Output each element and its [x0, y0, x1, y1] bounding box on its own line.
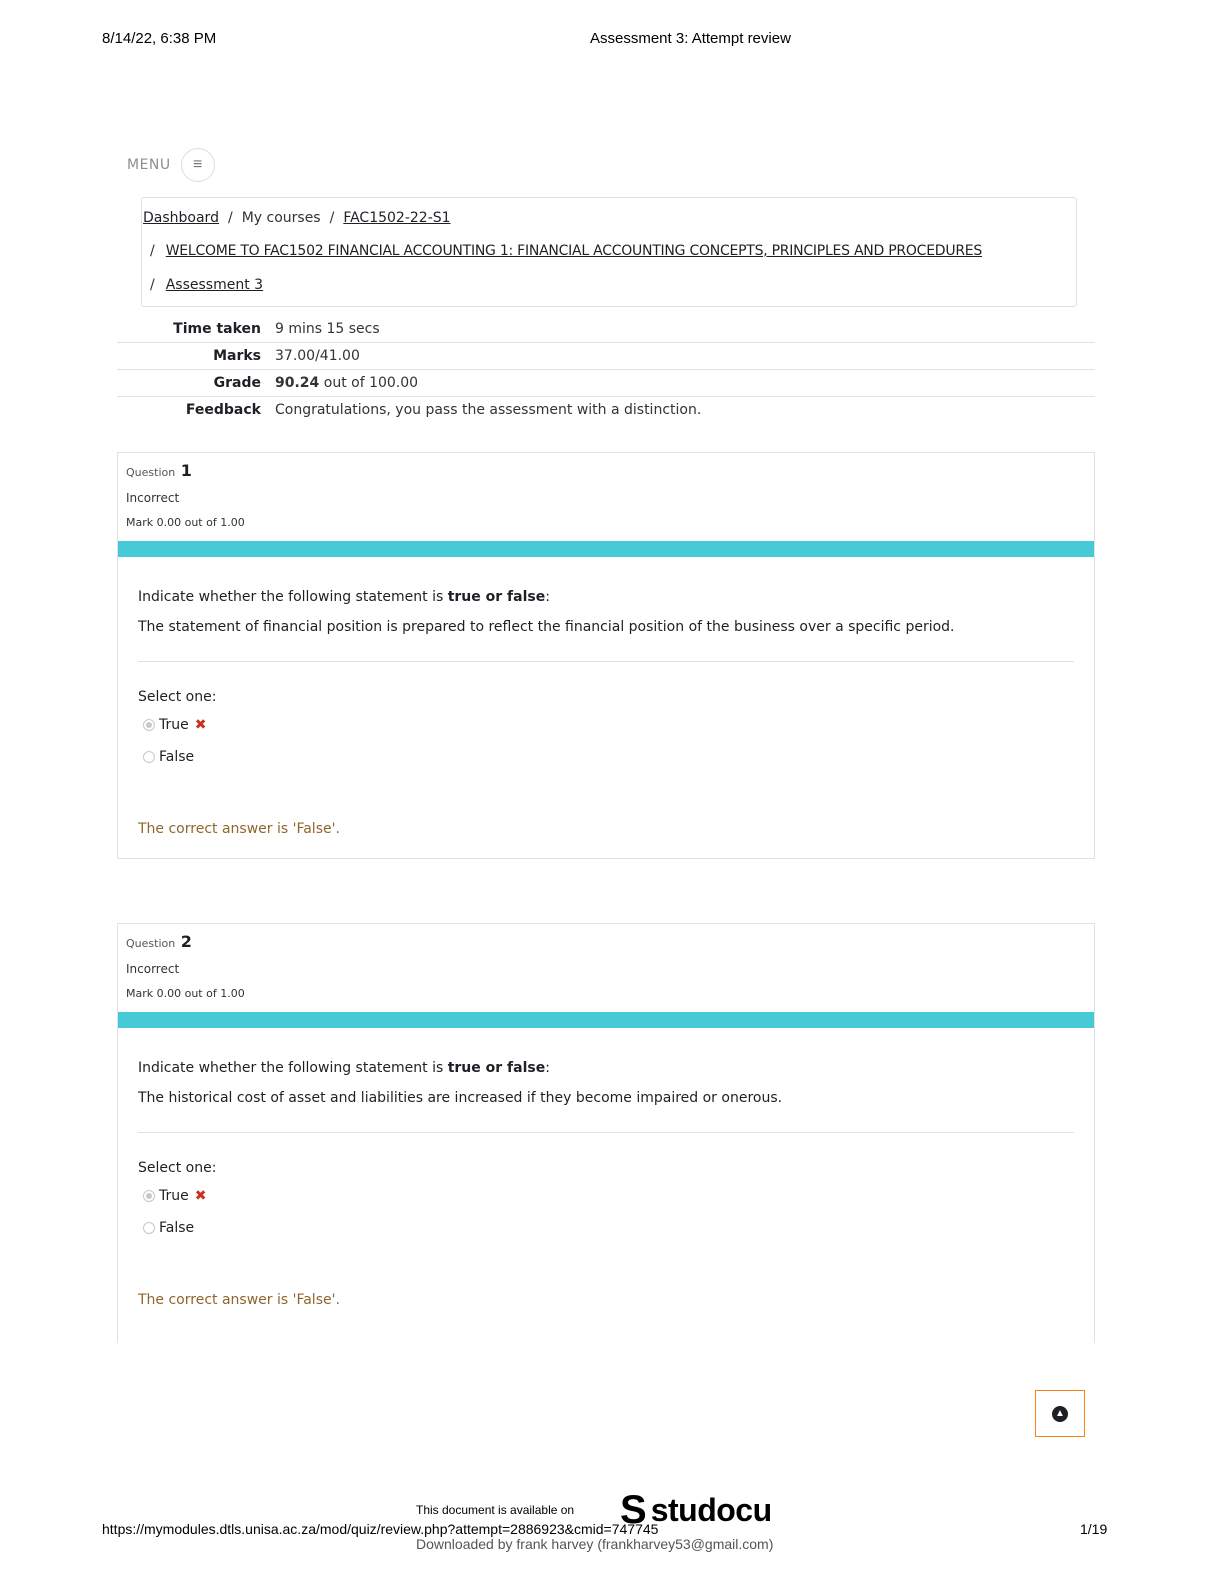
- summary-row-grade: [117, 370, 1095, 397]
- incorrect-x-icon: ✖: [194, 717, 207, 733]
- question-prompt: [138, 589, 550, 605]
- radio-button[interactable]: [143, 1222, 155, 1234]
- question-number-value: 2: [180, 932, 192, 951]
- question-2: [117, 923, 1095, 1343]
- breadcrumb-separator: /: [150, 243, 155, 259]
- menu-toggle[interactable]: [127, 148, 215, 182]
- grade-out-of: out of 100.00: [323, 375, 419, 391]
- prompt-suffix: :: [545, 589, 550, 605]
- time-taken-value: 9 mins 15 secs: [275, 321, 380, 337]
- feedback-value: Congratulations, you pass the assessment with a distinction.: [275, 402, 702, 418]
- time-taken-label: Time taken: [173, 321, 261, 337]
- question-statement: The historical cost of asset and liabilities are increased if they become impaired or onerous.: [138, 1090, 783, 1106]
- breadcrumb: [141, 197, 1077, 307]
- question-statement: The statement of financial position is prepared to reflect the financial position of the business over a specific period.: [138, 619, 955, 635]
- question-number: [126, 461, 192, 480]
- studocu-s-icon: S: [620, 1488, 647, 1532]
- incorrect-x-icon: ✖: [194, 1188, 207, 1204]
- summary-row-time: [117, 316, 1095, 343]
- question-content: [118, 1028, 1094, 1328]
- hamburger-icon[interactable]: ≡: [181, 148, 215, 182]
- footer-downloaded-by: Downloaded by frank harvey (frankharvey53@gmail.com): [416, 1536, 774, 1552]
- footer-available-text: This document is available on: [416, 1503, 575, 1517]
- question-info: [118, 924, 1094, 1012]
- prompt-suffix: :: [545, 1060, 550, 1076]
- radio-button[interactable]: [143, 751, 155, 763]
- footer-url: https://mymodules.dtls.unisa.ac.za/mod/quiz/review.php?attempt=2886923&cmid=747745: [102, 1521, 659, 1537]
- question-prompt: [138, 1060, 550, 1076]
- option-true[interactable]: [143, 717, 206, 733]
- marks-label: Marks: [213, 348, 261, 364]
- option-true[interactable]: [143, 1188, 206, 1204]
- option-false[interactable]: [143, 749, 194, 765]
- radio-button-selected[interactable]: [143, 1190, 155, 1202]
- correct-answer-feedback: The correct answer is 'False'.: [138, 821, 340, 837]
- footer-page-number: 1/19: [1080, 1521, 1108, 1537]
- grade-label: Grade: [213, 375, 261, 391]
- divider: [138, 1132, 1074, 1133]
- marks-value: 37.00/41.00: [275, 348, 360, 364]
- option-label: False: [159, 1220, 195, 1236]
- option-false[interactable]: [143, 1220, 194, 1236]
- menu-label: MENU: [127, 157, 171, 173]
- radio-button-selected[interactable]: [143, 719, 155, 731]
- question-divider-bar: [118, 541, 1094, 557]
- question-label: Question: [126, 466, 176, 479]
- breadcrumb-separator: /: [227, 210, 233, 226]
- breadcrumb-dashboard[interactable]: Dashboard: [143, 210, 219, 226]
- summary-row-marks: [117, 343, 1095, 370]
- breadcrumb-course[interactable]: FAC1502-22-S1: [343, 210, 451, 226]
- scroll-to-top-button[interactable]: [1035, 1390, 1085, 1437]
- question-grade: Mark 0.00 out of 1.00: [126, 987, 245, 1000]
- question-grade: Mark 0.00 out of 1.00: [126, 516, 245, 529]
- prompt-emphasis: true or false: [447, 1060, 546, 1076]
- feedback-label: Feedback: [185, 402, 261, 418]
- question-label: Question: [126, 937, 176, 950]
- divider: [138, 661, 1074, 662]
- question-1: [117, 452, 1095, 859]
- select-one-label: Select one:: [138, 689, 217, 705]
- chevron-up-circle-icon: ▲: [1052, 1406, 1068, 1422]
- grade-value: [275, 375, 418, 391]
- attempt-summary: [117, 316, 1095, 423]
- grade-score: 90.24: [275, 375, 320, 391]
- prompt-text: Indicate whether the following statement is: [138, 1060, 448, 1076]
- studocu-wordmark: studocu: [650, 1491, 772, 1528]
- question-number-value: 1: [180, 461, 192, 480]
- question-info: [118, 453, 1094, 541]
- option-label: True: [159, 717, 189, 733]
- correct-answer-feedback: The correct answer is 'False'.: [138, 1292, 340, 1308]
- question-state: Incorrect: [126, 491, 180, 505]
- prompt-emphasis: true or false: [447, 589, 546, 605]
- option-label: True: [159, 1188, 189, 1204]
- prompt-text: Indicate whether the following statement is: [138, 589, 448, 605]
- print-header: [0, 30, 1224, 50]
- breadcrumb-welcome-section[interactable]: WELCOME TO FAC1502 FINANCIAL ACCOUNTING 1: FINANCIAL ACCOUNTING CONCEPTS, PRINCIPLES AND PROCEDURES: [165, 243, 983, 259]
- breadcrumb-assessment[interactable]: Assessment 3: [165, 277, 264, 293]
- breadcrumb-separator: /: [150, 277, 155, 293]
- print-date: 8/14/22, 6:38 PM: [102, 30, 217, 47]
- breadcrumb-separator: /: [329, 210, 335, 226]
- question-state: Incorrect: [126, 962, 180, 976]
- breadcrumb-my-courses: My courses: [241, 210, 321, 226]
- print-title: Assessment 3: Attempt review: [590, 30, 791, 47]
- question-number: [126, 932, 192, 951]
- question-content: [118, 557, 1094, 857]
- option-label: False: [159, 749, 195, 765]
- select-one-label: Select one:: [138, 1160, 217, 1176]
- question-divider-bar: [118, 1012, 1094, 1028]
- summary-row-feedback: [117, 397, 1095, 423]
